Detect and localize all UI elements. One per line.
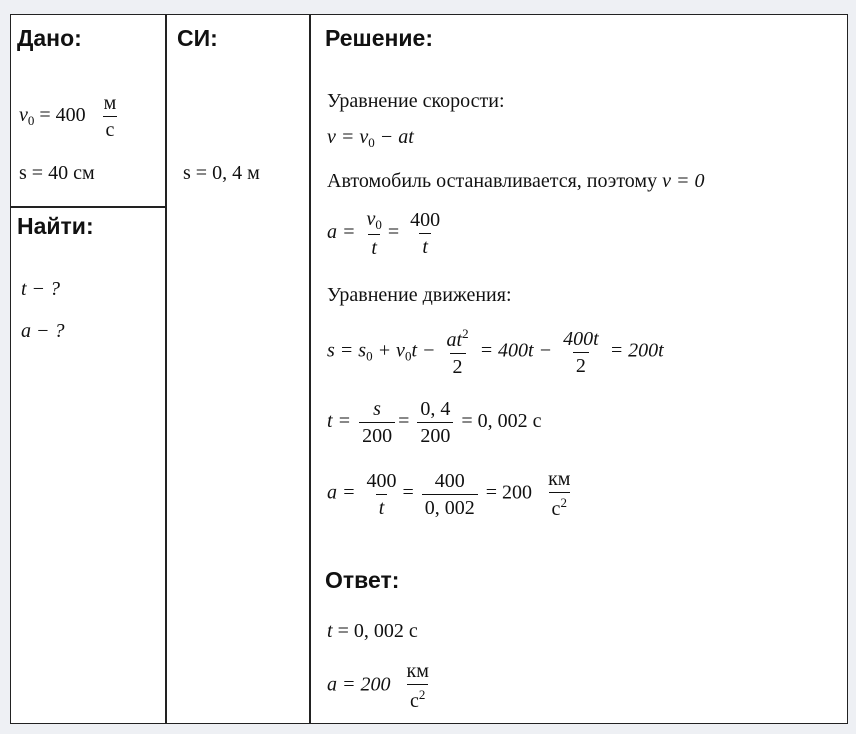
- column-divider-si: [309, 15, 311, 723]
- accel-expression: a = $\frac{v_0}{t}$ = $\frac{400}{t}$: [327, 208, 441, 259]
- acceleration-calculation: a = $\frac{400}{t}$ = $\frac{400}{0, 002}$ = 200 $\frac{км}{с^2}$: [327, 468, 571, 520]
- solution-table: [10, 14, 848, 724]
- answer-time: t = 0, 002 с: [327, 620, 418, 642]
- motion-equation: $s = s_0 + v_0t$ − $\frac{at^2}{2}$ = 400t − $\frac{400t}{2}$ = 200t: [327, 326, 664, 378]
- speed-equation: $v = v_0$ − at: [327, 126, 414, 150]
- header-given: Дано:: [17, 25, 82, 51]
- si-distance: s = 0, 4 м: [183, 162, 260, 184]
- column-divider-given: [165, 15, 167, 723]
- stops-statement: Автомобиль останавливается, поэтому v = 0: [327, 170, 705, 192]
- header-answer: Ответ:: [325, 567, 400, 593]
- speed-equation-title: Уравнение скорости:: [327, 90, 505, 112]
- time-calculation: t = $\frac{s}{200}$ = $\frac{0, 4}{200}$ = 0, 002 с: [327, 398, 542, 447]
- header-solution: Решение:: [325, 25, 434, 51]
- header-si: СИ:: [177, 25, 218, 51]
- motion-equation-title: Уравнение движения:: [327, 284, 512, 306]
- answer-accel: a = 200 $\frac{км}{с^2}$: [327, 660, 429, 712]
- header-find: Найти:: [17, 213, 94, 239]
- given-velocity: $v_0 = 400$ $\frac{м}{с}$: [19, 92, 117, 141]
- given-distance: s = 40 см: [19, 162, 95, 184]
- find-accel: a − ?: [21, 320, 65, 342]
- row-divider-given-find: [11, 206, 166, 208]
- find-time: t − ?: [21, 278, 61, 300]
